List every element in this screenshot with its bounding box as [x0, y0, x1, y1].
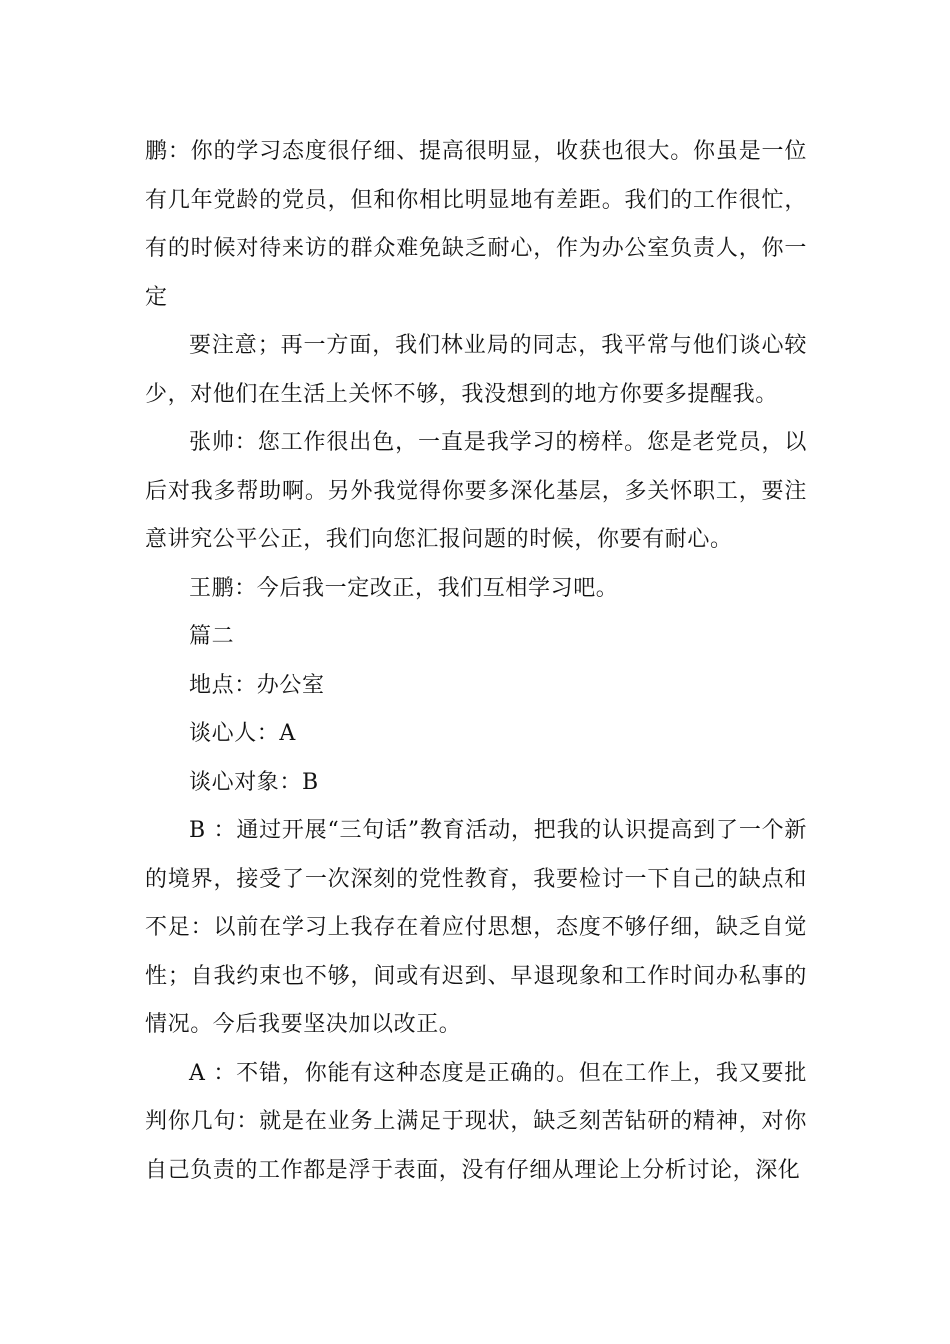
section-heading-part-two: 篇二	[189, 624, 235, 649]
paragraph-wang-peng-opening: 鹏：你的学习态度很仔细、提高很明显，收获也很大。你虽是一位有几年党龄的党员，但和你相比明显地有差距。我们的工作很忙，有的时候对待来访的群众难免缺乏耐心，作为办公室负责人，你一定	[145, 139, 807, 310]
meta-location: 地点：办公室	[189, 672, 325, 698]
paragraph-wang-peng-reply: 王鹏：今后我一定改正，我们互相学习吧。	[189, 575, 619, 601]
paragraph-zhang-shuai: 张帅：您工作很出色，一直是我学习的榜样。您是老党员，以后对我多帮助啊。另外我觉得你要多深化基层，多关怀职工，要注意讲究公平公正，我们向您汇报问题的时候，你要有耐心。	[145, 430, 807, 552]
document-body	[145, 128, 807, 1195]
meta-talker: 谈心人：A	[189, 721, 296, 746]
paragraph-b-statement: B ：通过开展“三句话”教育活动，把我的认识提高到了一个新的境界，接受了一次深刻的党性教育，我要检讨一下自己的缺点和不足：以前在学习上我存在着应付思想，态度不够仔细，缺乏自觉性；自我约束也不够，间或有迟到、早退现象和工作时间办私事的情况。今后我要坚决加以改正。	[145, 818, 807, 1037]
meta-talk-target: 谈心对象：B	[189, 769, 319, 795]
paragraph-wang-peng-continued: 要注意；再一方面，我们林业局的同志，我平常与他们谈心较少，对他们在生活上关怀不够，我没想到的地方你要多提醒我。	[145, 333, 807, 407]
paragraph-a-response: A ：不错，你能有这种态度是正确的。但在工作上，我又要批判你几句：就是在业务上满足于现状，缺乏刻苦钻研的精神，对你自己负责的工作都是浮于表面，没有仔细从理论上分析讨论，深化	[145, 1060, 807, 1183]
